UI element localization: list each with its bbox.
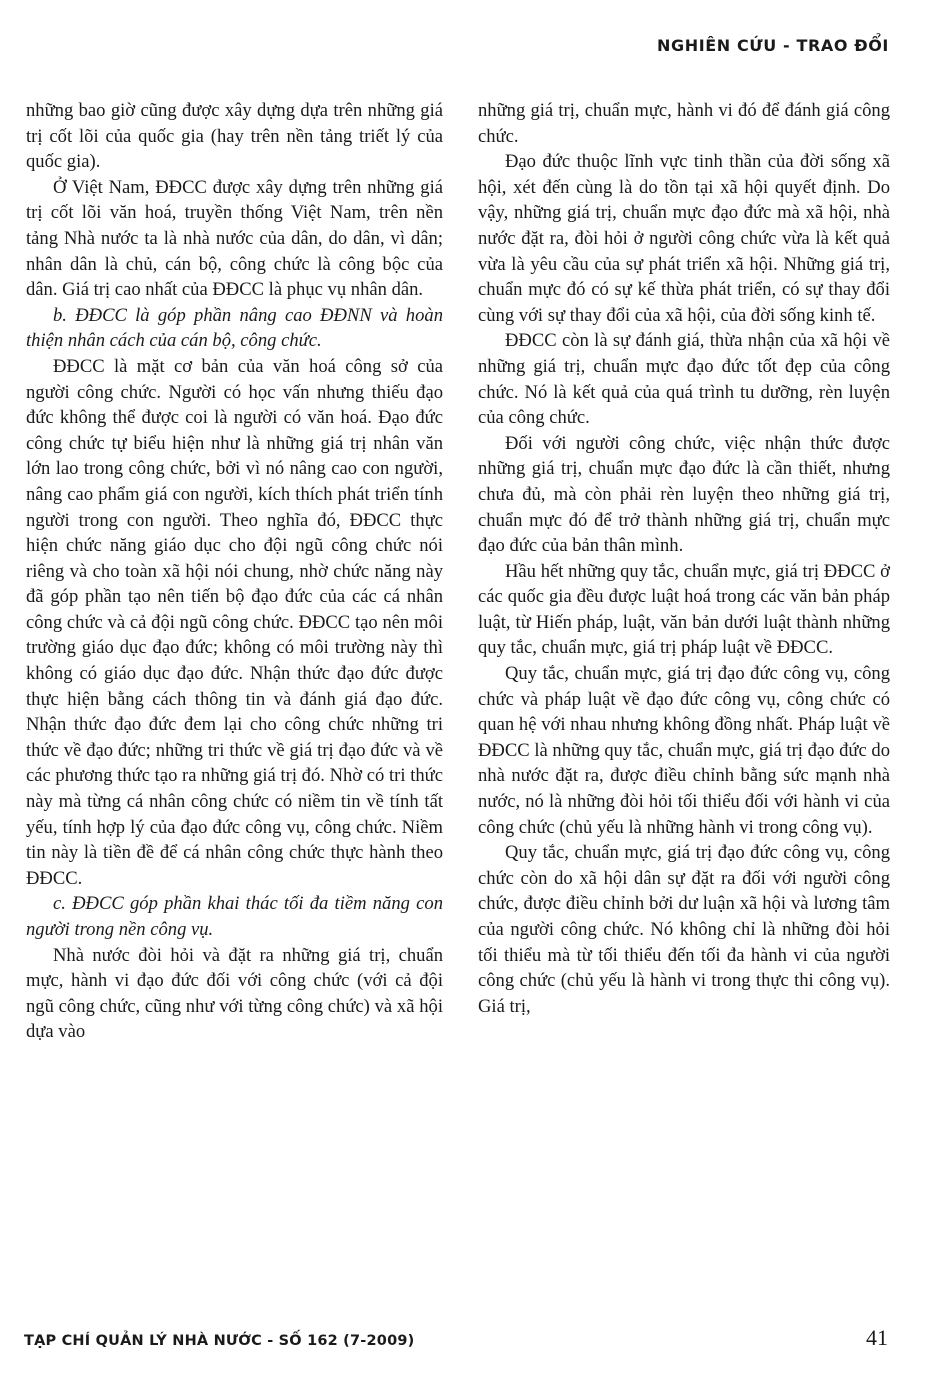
- left-text-column: [26, 98, 443, 1045]
- page-number: 41: [866, 1325, 888, 1350]
- paragraph: Ở Việt Nam, ĐĐCC được xây dựng trên những giá trị cốt lõi văn hoá, truyền thống Việt Nam, trên nền tảng Nhà nước ta là nhà nước của dân, do dân, vì dân; nhân dân là chủ, cán bộ, công chức là công bộc của dân. Giá trị cao nhất của ĐĐCC là phục vụ nhân dân.: [26, 176, 443, 301]
- paragraph: Đạo đức thuộc lĩnh vực tinh thần của đời sống xã hội, xét đến cùng là do tồn tại xã hội quyết định. Do vậy, những giá trị, chuẩn mực đạo đức mà xã hội, nhà nước đặt ra, đòi hỏi ở người công chức vừa là kết quả vừa là yêu cầu của sự phát triển xã hội. Những giá trị, chuẩn mực đó có sự kế thừa phát triển, có sự thay đổi cùng với sự thay đổi của xã hội, của đời sống kinh tế.: [478, 151, 890, 326]
- section-header: NGHIÊN CỨU - TRAO ĐỔI: [657, 36, 889, 55]
- subheading-b: b. ĐĐCC là góp phần nâng cao ĐĐNN và hoàn thiện nhân cách của cán bộ, công chức.: [26, 304, 443, 352]
- paragraph: Quy tắc, chuẩn mực, giá trị đạo đức công vụ, công chức còn do xã hội dân sự đặt ra đối với người công chức, được điều chỉnh bởi dư luận xã hội và lương tâm của người công chức. Nó không chỉ là những đòi hỏi tối thiểu mà từ tối thiểu đến tối đa hành vi của người công chức (chủ yếu là hành vi trong thực thi công vụ). Giá trị,: [478, 842, 890, 1017]
- paragraph-continuation: những giá trị, chuẩn mực, hành vi đó để đánh giá công chức.: [478, 100, 890, 147]
- paragraph: Quy tắc, chuẩn mực, giá trị đạo đức công vụ, công chức và pháp luật về đạo đức công vụ, công chức có quan hệ với nhau nhưng không đồng nhất. Pháp luật về ĐĐCC là những quy tắc, chuẩn mực, giá trị đạo đức do nhà nước đặt ra, được điều chỉnh bằng sức mạnh nhà nước, nó là những đòi hỏi tối thiểu đối với hành vi của công chức (chủ yếu là những hành vi trong công vụ).: [478, 663, 890, 838]
- paragraph-continuation: những bao giờ cũng được xây dựng dựa trên những giá trị cốt lõi của quốc gia (hay trên nền tảng triết lý của quốc gia).: [26, 100, 443, 173]
- journal-footer: TẠP CHÍ QUẢN LÝ NHÀ NƯỚC - SỐ 162 (7-2009): [24, 1333, 415, 1349]
- paragraph: Hầu hết những quy tắc, chuẩn mực, giá trị ĐĐCC ở các quốc gia đều được luật hoá trong các văn bản pháp luật, từ Hiến pháp, luật, văn bản dưới luật thành những quy tắc, chuẩn mực, giá trị pháp luật về ĐĐCC.: [478, 560, 890, 659]
- paragraph: Đối với người công chức, việc nhận thức được những giá trị, chuẩn mực đạo đức là cần thiết, nhưng chưa đủ, mà còn phải rèn luyện theo những giá trị, chuẩn mực đó để trở thành những giá trị, chuẩn mực đạo đức của bản thân mình.: [478, 432, 890, 557]
- paragraph: ĐĐCC còn là sự đánh giá, thừa nhận của xã hội về những giá trị, chuẩn mực đạo đức tốt đẹp của công chức. Nó là kết quả của quá trình tu dưỡng, rèn luyện của công chức.: [478, 330, 890, 429]
- subheading-c: c. ĐĐCC góp phần khai thác tối đa tiềm năng con người trong nền công vụ.: [26, 893, 443, 940]
- paragraph: Nhà nước đòi hỏi và đặt ra những giá trị, chuẩn mực, hành vi đạo đức đối với công chức (với cả đội ngũ công chức, cũng như với từng công chức) và xã hội dựa vào: [26, 944, 443, 1043]
- paragraph: ĐĐCC là mặt cơ bản của văn hoá công sở của người công chức. Người có học vấn nhưng thiếu đạo đức không thể được coi là người có văn hoá. Đạo đức công chức tự biểu hiện như là những giá trị nhân văn lớn lao trong công chức, bởi vì nó nâng cao con người, nâng cao phẩm giá con người, kích thích phát triển tính người trong con người. Theo nghĩa đó, ĐĐCC thực hiện chức năng giáo dục cho đội ngũ công chức nói riêng và cho toàn xã hội nói chung, nhờ chức năng này đã góp phần tạo nên tiến bộ đạo đức của các cá nhân công chức và cả đội ngũ công chức. ĐĐCC tạo nên môi trường giáo dục đạo đức; không có môi trường này thì không có giáo dục đạo đức. Nhận thức đạo đức được thực hiện bằng cách thông tin và đánh giá đạo đức. Nhận thức đạo đức đem lại cho công chức những tri thức về đạo đức; những tri thức về giá trị đạo đức và về các phương thức tạo ra những giá trị đó. Nhờ có tri thức này mà từng cá nhân công chức có niềm tin về tính tất yếu, tính hợp lý của đạo đức công vụ, công chức. Niềm tin này là tiền đề để cá nhân công chức thực hành theo ĐĐCC.: [26, 355, 443, 889]
- right-text-column: [478, 98, 890, 1019]
